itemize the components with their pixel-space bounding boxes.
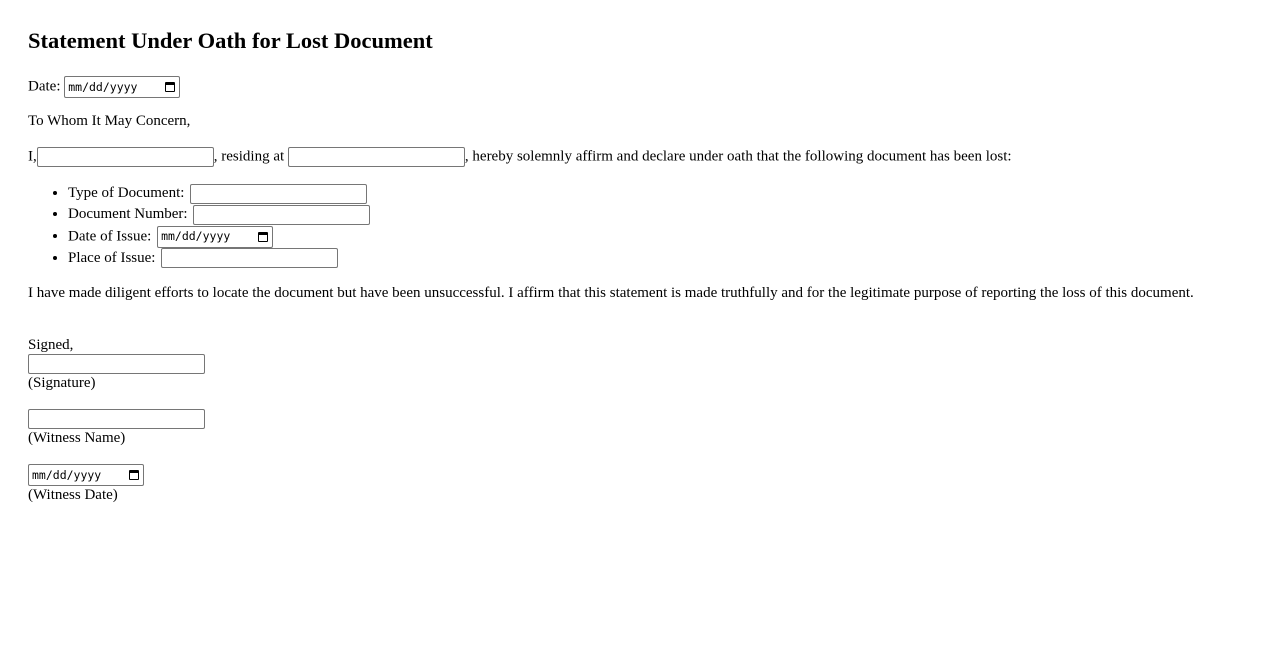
list-item xyxy=(68,204,370,225)
signature-input[interactable] xyxy=(28,354,205,374)
residence-address-input[interactable] xyxy=(288,147,465,167)
document-details-list xyxy=(28,183,370,269)
witness-date-input[interactable] xyxy=(28,464,144,486)
list-item xyxy=(68,248,370,269)
date-of-issue-label: Date of Issue: xyxy=(68,228,152,245)
list-item xyxy=(68,226,370,248)
date-label: Date: xyxy=(28,78,61,95)
signature-caption: (Signature) xyxy=(28,375,96,391)
date-of-issue-input[interactable] xyxy=(157,226,273,248)
date-placeholder: mm/dd/yyyy xyxy=(68,80,138,94)
list-item xyxy=(68,183,370,204)
page-title: Statement Under Oath for Lost Document xyxy=(28,28,433,53)
affirmation-line xyxy=(28,147,1012,167)
witness-name-input[interactable] xyxy=(28,409,205,429)
document-number-label: Document Number: xyxy=(68,206,188,223)
date-input[interactable] xyxy=(64,76,180,98)
salutation: To Whom It May Concern, xyxy=(28,113,191,129)
witness-date-placeholder: mm/dd/yyyy xyxy=(32,468,102,482)
affiant-name-input[interactable] xyxy=(37,147,214,167)
place-of-issue-input[interactable] xyxy=(161,248,338,268)
calendar-icon[interactable] xyxy=(165,82,175,92)
signature-block xyxy=(28,336,205,392)
signed-label: Signed, xyxy=(28,337,74,353)
affirmation-middle: , residing at xyxy=(213,148,285,165)
place-of-issue-label: Place of Issue: xyxy=(68,249,156,266)
affirmation-prefix: I, xyxy=(28,148,37,165)
witness-date-block xyxy=(28,464,144,504)
type-of-document-input[interactable] xyxy=(190,184,367,204)
type-of-document-label: Type of Document: xyxy=(68,185,185,201)
witness-name-block xyxy=(28,409,205,447)
affirmation-suffix: , hereby solemnly affirm and declare under oath that the following document has been lost: xyxy=(464,148,1012,165)
calendar-icon[interactable] xyxy=(129,470,139,480)
witness-name-caption: (Witness Name) xyxy=(28,430,126,446)
calendar-icon[interactable] xyxy=(258,232,268,242)
date-row xyxy=(28,76,180,98)
date-of-issue-placeholder: mm/dd/yyyy xyxy=(161,228,231,243)
statement-paragraph: I have made diligent efforts to locate the document but have been unsuccessful. I affirm that this statement is made truthfully and for the legitimate purpose of reporting the loss of this document. xyxy=(28,285,1194,301)
witness-date-caption: (Witness Date) xyxy=(28,487,118,503)
document-number-input[interactable] xyxy=(193,205,370,225)
